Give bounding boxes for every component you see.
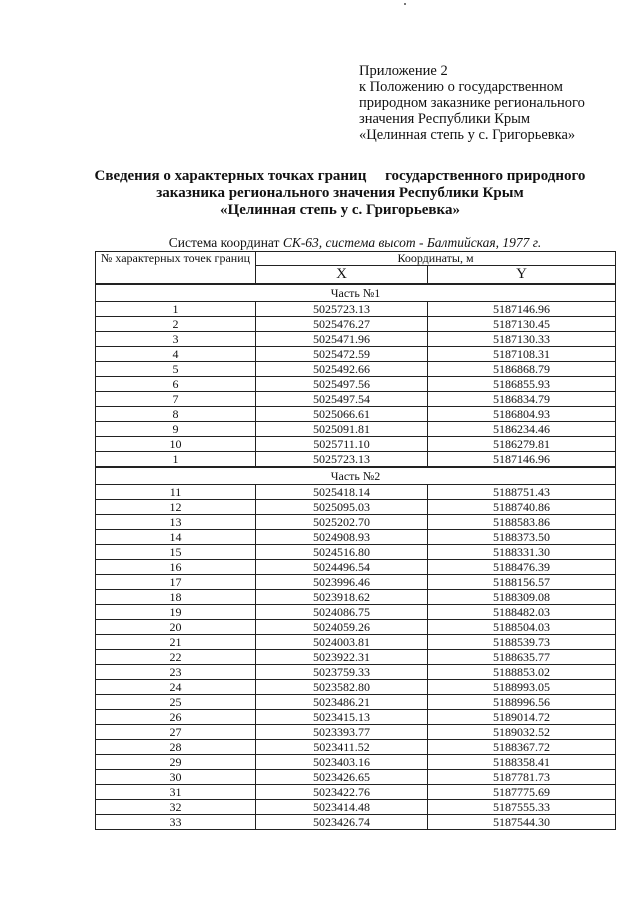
part-header-row xyxy=(96,284,616,302)
y-coordinate-cell: 5188476.39 xyxy=(428,560,616,575)
y-coordinate-cell: 5186834.79 xyxy=(428,392,616,407)
table-row xyxy=(96,620,616,635)
point-number-cell: 19 xyxy=(96,605,256,620)
coordinate-system-caption xyxy=(95,235,615,250)
table-row xyxy=(96,695,616,710)
x-coordinate-cell: 5025723.13 xyxy=(256,302,428,317)
point-number-cell: 23 xyxy=(96,665,256,680)
table-row xyxy=(96,650,616,665)
x-coordinate-cell: 5023426.74 xyxy=(256,815,428,830)
y-coordinate-cell: 5187555.33 xyxy=(428,800,616,815)
y-coordinate-cell: 5188740.86 xyxy=(428,500,616,515)
table-row xyxy=(96,377,616,392)
annex-block xyxy=(359,63,629,143)
x-coordinate-cell: 5025497.56 xyxy=(256,377,428,392)
table-row xyxy=(96,392,616,407)
header-y: Y xyxy=(428,266,616,285)
x-coordinate-cell: 5024496.54 xyxy=(256,560,428,575)
y-coordinate-cell: 5186868.79 xyxy=(428,362,616,377)
title-line-1: Сведения о характерных точках границ государственного природного xyxy=(94,168,586,184)
point-number-cell: 9 xyxy=(96,422,256,437)
x-coordinate-cell: 5023582.80 xyxy=(256,680,428,695)
point-number-cell: 25 xyxy=(96,695,256,710)
y-coordinate-cell: 5188635.77 xyxy=(428,650,616,665)
point-number-cell: 26 xyxy=(96,710,256,725)
y-coordinate-cell: 5188751.43 xyxy=(428,485,616,500)
point-number-cell: 1 xyxy=(96,302,256,317)
y-coordinate-cell: 5187544.30 xyxy=(428,815,616,830)
y-coordinate-cell: 5188996.56 xyxy=(428,695,616,710)
point-number-cell: 10 xyxy=(96,437,256,452)
y-coordinate-cell: 5187775.69 xyxy=(428,785,616,800)
table-row xyxy=(96,332,616,347)
table-row xyxy=(96,575,616,590)
y-coordinate-cell: 5188358.41 xyxy=(428,755,616,770)
x-coordinate-cell: 5025497.54 xyxy=(256,392,428,407)
y-coordinate-cell: 5187130.45 xyxy=(428,317,616,332)
point-number-cell: 3 xyxy=(96,332,256,347)
y-coordinate-cell: 5188367.72 xyxy=(428,740,616,755)
point-number-cell: 15 xyxy=(96,545,256,560)
point-number-cell: 30 xyxy=(96,770,256,785)
y-coordinate-cell: 5188853.02 xyxy=(428,665,616,680)
table-row xyxy=(96,680,616,695)
x-coordinate-cell: 5025723.13 xyxy=(256,452,428,468)
table-row xyxy=(96,725,616,740)
y-coordinate-cell: 5188482.03 xyxy=(428,605,616,620)
point-number-cell: 21 xyxy=(96,635,256,650)
table-row xyxy=(96,317,616,332)
part-header-row xyxy=(96,467,616,485)
title-line-3: «Целинная степь у с. Григорьевка» xyxy=(220,202,460,218)
point-number-cell: 22 xyxy=(96,650,256,665)
table-row xyxy=(96,347,616,362)
y-coordinate-cell: 5189032.52 xyxy=(428,725,616,740)
point-number-cell: 32 xyxy=(96,800,256,815)
table-row xyxy=(96,407,616,422)
table-row xyxy=(96,422,616,437)
x-coordinate-cell: 5023393.77 xyxy=(256,725,428,740)
y-coordinate-cell: 5186804.93 xyxy=(428,407,616,422)
x-coordinate-cell: 5023411.52 xyxy=(256,740,428,755)
y-coordinate-cell: 5188539.73 xyxy=(428,635,616,650)
y-coordinate-cell: 5187130.33 xyxy=(428,332,616,347)
point-number-cell: 28 xyxy=(96,740,256,755)
point-number-cell: 8 xyxy=(96,407,256,422)
x-coordinate-cell: 5024086.75 xyxy=(256,605,428,620)
x-coordinate-cell: 5023415.13 xyxy=(256,710,428,725)
point-number-cell: 4 xyxy=(96,347,256,362)
x-coordinate-cell: 5023922.31 xyxy=(256,650,428,665)
table-row xyxy=(96,560,616,575)
table-row xyxy=(96,710,616,725)
point-number-cell: 11 xyxy=(96,485,256,500)
coordinates-body xyxy=(96,284,616,830)
table-row xyxy=(96,362,616,377)
header-coordinates: Координаты, м xyxy=(256,252,616,266)
x-coordinate-cell: 5025472.59 xyxy=(256,347,428,362)
table-row xyxy=(96,605,616,620)
point-number-cell: 31 xyxy=(96,785,256,800)
annex-line-3: природном заказнике регионального xyxy=(359,95,585,111)
title-line-2: заказника регионального значения Республики Крым xyxy=(156,185,524,201)
x-coordinate-cell: 5024908.93 xyxy=(256,530,428,545)
coordinates-table xyxy=(95,251,616,830)
coordinate-system-name: СК-63, система высот - Балтийская, 1977 г. xyxy=(282,235,542,250)
table-row xyxy=(96,635,616,650)
x-coordinate-cell: 5024003.81 xyxy=(256,635,428,650)
y-coordinate-cell: 5187146.96 xyxy=(428,452,616,468)
y-coordinate-cell: 5188373.50 xyxy=(428,530,616,545)
table-row xyxy=(96,590,616,605)
table-row xyxy=(96,770,616,785)
point-number-cell: 6 xyxy=(96,377,256,392)
table-row xyxy=(96,800,616,815)
point-number-cell: 27 xyxy=(96,725,256,740)
y-coordinate-cell: 5188504.03 xyxy=(428,620,616,635)
x-coordinate-cell: 5025202.70 xyxy=(256,515,428,530)
table-row xyxy=(96,755,616,770)
point-number-cell: 33 xyxy=(96,815,256,830)
document-title xyxy=(60,168,620,219)
table-row xyxy=(96,740,616,755)
point-number-cell: 13 xyxy=(96,515,256,530)
table-row xyxy=(96,545,616,560)
x-coordinate-cell: 5023422.76 xyxy=(256,785,428,800)
y-coordinate-cell: 5188583.86 xyxy=(428,515,616,530)
x-coordinate-cell: 5023403.16 xyxy=(256,755,428,770)
y-coordinate-cell: 5188993.05 xyxy=(428,680,616,695)
point-number-cell: 2 xyxy=(96,317,256,332)
y-coordinate-cell: 5186855.93 xyxy=(428,377,616,392)
y-coordinate-cell: 5187781.73 xyxy=(428,770,616,785)
y-coordinate-cell: 5188309.08 xyxy=(428,590,616,605)
point-number-cell: 7 xyxy=(96,392,256,407)
header-point-number: № характерных точек границ xyxy=(96,252,256,285)
x-coordinate-cell: 5025711.10 xyxy=(256,437,428,452)
table-row xyxy=(96,437,616,452)
x-coordinate-cell: 5025476.27 xyxy=(256,317,428,332)
x-coordinate-cell: 5025492.66 xyxy=(256,362,428,377)
x-coordinate-cell: 5025091.81 xyxy=(256,422,428,437)
header-x: X xyxy=(256,266,428,285)
x-coordinate-cell: 5024059.26 xyxy=(256,620,428,635)
annex-line-5: «Целинная степь у с. Григорьевка» xyxy=(359,127,576,143)
y-coordinate-cell: 5189014.72 xyxy=(428,710,616,725)
y-coordinate-cell: 5186234.46 xyxy=(428,422,616,437)
annex-line-4: значения Республики Крым xyxy=(359,111,531,127)
x-coordinate-cell: 5025095.03 xyxy=(256,500,428,515)
table-row xyxy=(96,530,616,545)
x-coordinate-cell: 5023918.62 xyxy=(256,590,428,605)
table-row xyxy=(96,302,616,317)
point-number-cell: 12 xyxy=(96,500,256,515)
annex-line-1: Приложение 2 xyxy=(359,63,448,79)
point-number-cell: 5 xyxy=(96,362,256,377)
part-title: Часть №2 xyxy=(96,467,616,485)
x-coordinate-cell: 5025418.14 xyxy=(256,485,428,500)
x-coordinate-cell: 5023486.21 xyxy=(256,695,428,710)
point-number-cell: 16 xyxy=(96,560,256,575)
point-number-cell: 29 xyxy=(96,755,256,770)
point-number-cell: 18 xyxy=(96,590,256,605)
point-number-cell: 20 xyxy=(96,620,256,635)
table-row xyxy=(96,485,616,500)
x-coordinate-cell: 5024516.80 xyxy=(256,545,428,560)
table-row xyxy=(96,452,616,468)
x-coordinate-cell: 5025471.96 xyxy=(256,332,428,347)
y-coordinate-cell: 5187108.31 xyxy=(428,347,616,362)
table-row xyxy=(96,785,616,800)
point-number-cell: 14 xyxy=(96,530,256,545)
table-row xyxy=(96,500,616,515)
table-row xyxy=(96,815,616,830)
table-row xyxy=(96,665,616,680)
y-coordinate-cell: 5188156.57 xyxy=(428,575,616,590)
annex-line-2: к Положению о государственном xyxy=(359,79,563,95)
x-coordinate-cell: 5023759.33 xyxy=(256,665,428,680)
y-coordinate-cell: 5187146.96 xyxy=(428,302,616,317)
x-coordinate-cell: 5023426.65 xyxy=(256,770,428,785)
x-coordinate-cell: 5023996.46 xyxy=(256,575,428,590)
x-coordinate-cell: 5023414.48 xyxy=(256,800,428,815)
y-coordinate-cell: 5188331.30 xyxy=(428,545,616,560)
point-number-cell: 24 xyxy=(96,680,256,695)
point-number-cell: 17 xyxy=(96,575,256,590)
x-coordinate-cell: 5025066.61 xyxy=(256,407,428,422)
y-coordinate-cell: 5186279.81 xyxy=(428,437,616,452)
scan-speck xyxy=(404,3,406,5)
point-number-cell: 1 xyxy=(96,452,256,468)
table-row xyxy=(96,515,616,530)
part-title: Часть №1 xyxy=(96,284,616,302)
coordinate-system-prefix: Система координат xyxy=(168,235,283,250)
